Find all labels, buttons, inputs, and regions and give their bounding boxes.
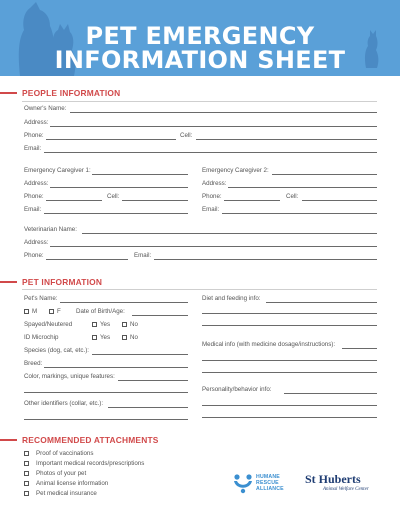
hra-text-line-3: ALLIANCE	[256, 486, 284, 492]
vet-email-field[interactable]	[154, 259, 377, 260]
vet-email-label: Email:	[134, 252, 152, 259]
attachment-checkbox[interactable]	[24, 461, 29, 466]
caregiver2-field[interactable]	[272, 174, 377, 175]
caregiver2-cell-field[interactable]	[302, 200, 377, 201]
microchip-yes-label: Yes	[100, 334, 111, 341]
owner-cell-field[interactable]	[196, 139, 377, 140]
vet-address-label: Address:	[24, 239, 49, 246]
caregiver2-phone-field[interactable]	[224, 200, 280, 201]
owner-address-label: Address:	[24, 119, 49, 126]
vet-name-label: Veterinarian Name:	[24, 226, 77, 233]
microchip-label: ID Microchip	[24, 334, 59, 341]
color-markings-field-2[interactable]	[24, 392, 188, 393]
color-markings-label: Color, markings, unique features:	[24, 373, 115, 380]
species-label: Species (dog, cat, etc.):	[24, 347, 89, 354]
spayed-yes-checkbox[interactable]	[92, 322, 97, 327]
title-line-1: PET EMERGENCY	[85, 22, 315, 50]
caregiver2-email-label: Email:	[202, 206, 220, 213]
caregiver1-address-label: Address:	[24, 180, 49, 187]
caregiver1-phone-field[interactable]	[46, 200, 102, 201]
caregiver2-phone-label: Phone:	[202, 193, 222, 200]
male-checkbox[interactable]	[24, 309, 29, 314]
owner-phone-field[interactable]	[46, 139, 176, 140]
caregiver1-email-label: Email:	[24, 206, 42, 213]
spayed-no-checkbox[interactable]	[122, 322, 127, 327]
attachment-label: Animal license information	[36, 480, 109, 487]
vet-phone-field[interactable]	[46, 259, 128, 260]
attachment-checkbox[interactable]	[24, 471, 29, 476]
female-label: F	[57, 308, 61, 315]
color-markings-field[interactable]	[118, 380, 188, 381]
title-line-2: INFORMATION SHEET	[54, 46, 346, 74]
other-identifiers-field-2[interactable]	[24, 419, 188, 420]
caregiver1-phone-label: Phone:	[24, 193, 44, 200]
diet-label: Diet and feeding info:	[202, 295, 261, 302]
pets-name-field[interactable]	[60, 302, 188, 303]
breed-field[interactable]	[44, 367, 188, 368]
section-accent-bar	[0, 439, 17, 441]
caregiver2-cell-label: Cell:	[286, 193, 299, 200]
caregiver1-cell-label: Cell:	[107, 193, 120, 200]
pet-section-title: PET INFORMATION	[22, 277, 103, 287]
female-checkbox[interactable]	[49, 309, 54, 314]
medical-info-field-3[interactable]	[202, 372, 377, 373]
st-huberts-name: St Huberts	[305, 472, 361, 486]
spayed-label: Spayed/Neutered	[24, 321, 73, 328]
caregiver2-label: Emergency Caregiver 2:	[202, 167, 269, 174]
dob-label: Date of Birth/Age:	[76, 308, 125, 315]
people-section-title: PEOPLE INFORMATION	[22, 88, 121, 98]
caregiver2-email-field[interactable]	[222, 213, 377, 214]
owners-name-field[interactable]	[70, 112, 377, 113]
section-divider	[22, 289, 377, 290]
vet-name-field[interactable]	[82, 233, 377, 234]
caregiver1-cell-field[interactable]	[122, 200, 188, 201]
spayed-yes-label: Yes	[100, 321, 111, 328]
attachment-label: Photos of your pet	[36, 470, 87, 477]
medical-info-field[interactable]	[342, 348, 377, 349]
diet-field[interactable]	[266, 302, 377, 303]
personality-field-3[interactable]	[202, 417, 377, 418]
diet-field-2[interactable]	[202, 313, 377, 314]
other-identifiers-label: Other identifiers (collar, etc.):	[24, 400, 104, 407]
caregiver2-address-label: Address:	[202, 180, 227, 187]
st-huberts-subtitle: Animal Welfare Center	[323, 487, 369, 492]
owner-phone-label: Phone:	[24, 132, 44, 139]
hra-text-line-2: RESCUE	[256, 480, 279, 486]
spayed-no-label: No	[130, 321, 138, 328]
caregiver1-label: Emergency Caregiver 1:	[24, 167, 91, 174]
caregiver2-address-field[interactable]	[228, 187, 377, 188]
section-accent-bar	[0, 92, 17, 94]
microchip-no-checkbox[interactable]	[122, 335, 127, 340]
st-huberts-logo	[305, 472, 379, 498]
attachment-label: Proof of vaccinations	[36, 450, 94, 457]
owner-address-field[interactable]	[50, 126, 377, 127]
caregiver1-address-field[interactable]	[50, 187, 188, 188]
section-accent-bar	[0, 281, 17, 283]
hra-text-line-1: HUMANE	[256, 474, 280, 480]
personality-field[interactable]	[284, 393, 377, 394]
attachments-section-title: RECOMMENDED ATTACHMENTS	[22, 435, 159, 445]
header-banner	[0, 0, 400, 76]
humane-rescue-alliance-logo	[232, 470, 292, 498]
owner-email-field[interactable]	[44, 152, 377, 153]
owners-name-label: Owner's Name:	[24, 105, 67, 112]
medical-info-label: Medical info (with medicine dosage/instructions):	[202, 341, 336, 348]
microchip-no-label: No	[130, 334, 138, 341]
male-label: M	[32, 308, 38, 315]
attachment-checkbox[interactable]	[24, 481, 29, 486]
diet-field-3[interactable]	[202, 325, 377, 326]
vet-address-field[interactable]	[50, 246, 377, 247]
dob-field[interactable]	[132, 315, 188, 316]
personality-field-2[interactable]	[202, 405, 377, 406]
owner-cell-label: Cell:	[180, 132, 193, 139]
vet-phone-label: Phone:	[24, 252, 44, 259]
hra-figures-icon	[232, 473, 254, 495]
pets-name-label: Pet's Name:	[24, 295, 58, 302]
caregiver1-email-field[interactable]	[44, 213, 188, 214]
medical-info-field-2[interactable]	[202, 360, 377, 361]
breed-label: Breed:	[24, 360, 43, 367]
attachment-checkbox[interactable]	[24, 491, 29, 496]
owner-email-label: Email:	[24, 145, 42, 152]
other-identifiers-field[interactable]	[108, 407, 188, 408]
microchip-yes-checkbox[interactable]	[92, 335, 97, 340]
species-field[interactable]	[92, 354, 188, 355]
caregiver1-field[interactable]	[92, 174, 188, 175]
section-divider	[22, 101, 377, 102]
personality-label: Personality/behavior info:	[202, 386, 272, 393]
attachment-checkbox[interactable]	[24, 451, 29, 456]
attachment-label: Important medical records/prescriptions	[36, 460, 145, 467]
attachment-label: Pet medical insurance	[36, 490, 97, 497]
